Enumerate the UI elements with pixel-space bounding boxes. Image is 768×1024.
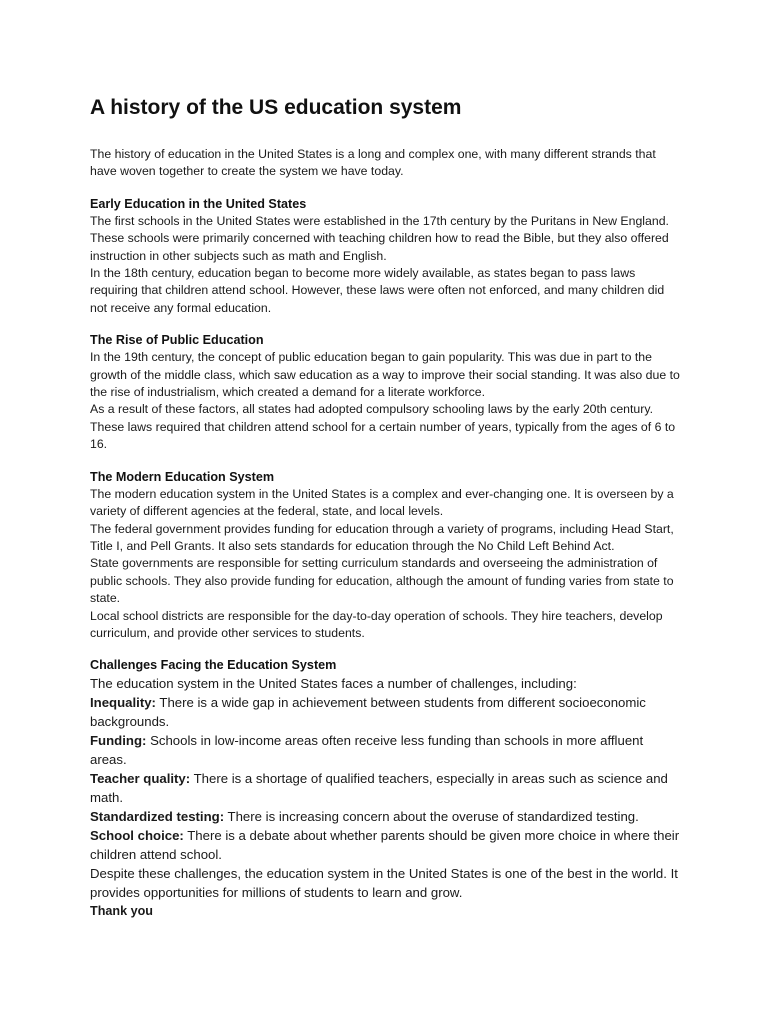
challenge-text: Schools in low-income areas often receive less funding than schools in more affluent areas. <box>90 733 644 768</box>
section-heading: The Rise of Public Education <box>90 333 264 348</box>
section-heading: Challenges Facing the Education System <box>90 658 337 673</box>
challenge-item <box>90 731 682 769</box>
section-paragraph: As a result of these factors, all states had adopted compulsory schooling laws by the early 20th century. These laws required that children attend school for a certain number of years, typically from the ages of 6 to 16. <box>90 402 676 452</box>
page-title: A history of the US education system <box>90 96 462 119</box>
challenge-item <box>90 769 682 807</box>
section-paragraph: The modern education system in the United States is a complex and ever-changing one. It is overseen by a variety of different agencies at the federal, state, and local levels. <box>90 486 674 519</box>
section-paragraph: State governments are responsible for setting curriculum standards and overseeing the administration of public schools. They also provide funding for education, although the amount of funding varies from state to state. <box>90 556 674 606</box>
challenges-conclusion: Despite these challenges, the education system in the United States is one of the best in the world. It provides opportunities for millions of students to learn and grow. <box>90 866 678 901</box>
section-paragraph: The first schools in the United States were established in the 17th century by the Puritans in New England. These schools were primarily concerned with teaching children how to read the Bible, but they also offered instruction in other subjects such as math and English. <box>90 213 669 263</box>
section-public-education <box>90 332 682 453</box>
section-early-education <box>90 196 682 317</box>
challenge-item <box>90 826 682 864</box>
section-paragraph: The federal government provides funding for education through a variety of programs, including Head Start, Title I, and Pell Grants. It also sets standards for education through the No Child Left Behind Act. <box>90 521 674 553</box>
challenge-label: Inequality: <box>90 695 156 711</box>
challenge-label: Teacher quality: <box>90 771 191 787</box>
intro-paragraph: The history of education in the United States is a long and complex one, with many different strands that have woven together to create the system we have today. <box>90 147 656 179</box>
challenge-item <box>90 807 682 826</box>
section-paragraph: In the 18th century, education began to become more widely available, as states began to pass laws requiring that children attend school. However, these laws were often not enforced, and many children did not receive any formal education. <box>90 266 665 315</box>
section-paragraph: Local school districts are responsible for the day-to-day operation of schools. They hire teachers, develop curriculum, and provide other services to students. <box>90 608 663 640</box>
challenge-text: There is a shortage of qualified teachers, especially in areas such as science and math. <box>90 771 668 806</box>
closing-text: Thank you <box>90 904 153 919</box>
section-heading: The Modern Education System <box>90 469 275 484</box>
challenge-label: School choice: <box>90 828 184 844</box>
challenge-text: There is a wide gap in achievement between students from different socioeconomic backgrounds. <box>90 695 646 730</box>
document-page <box>90 94 682 935</box>
section-challenges <box>90 657 682 920</box>
challenge-text: There is increasing concern about the overuse of standardized testing. <box>227 809 639 825</box>
section-modern-education <box>90 469 682 643</box>
section-paragraph: In the 19th century, the concept of public education began to gain popularity. This was due in part to the growth of the middle class, which saw education as a way to improve their social standing. It was also due to the rise of industrialism, which created a demand for a literate workforce. <box>90 350 680 400</box>
challenges-lead: The education system in the United States faces a number of challenges, including: <box>90 676 577 692</box>
challenge-item <box>90 693 682 731</box>
challenge-text: There is a debate about whether parents should be given more choice in where their children attend school. <box>90 828 680 863</box>
challenge-label: Standardized testing: <box>90 809 225 825</box>
challenge-label: Funding: <box>90 733 147 749</box>
section-heading: Early Education in the United States <box>90 196 307 211</box>
